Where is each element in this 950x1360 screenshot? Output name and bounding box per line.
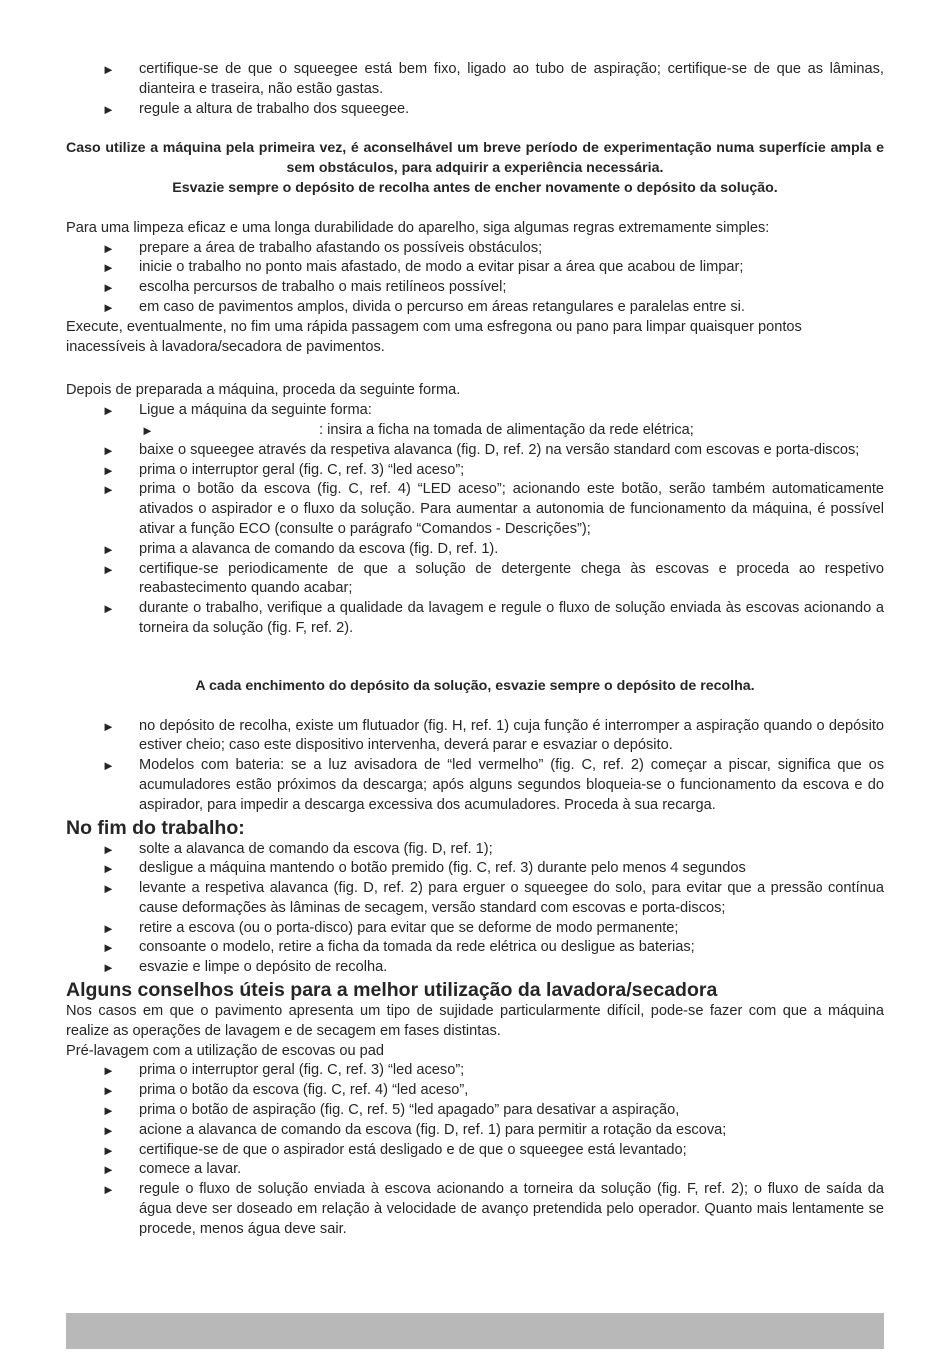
list-item bbox=[66, 1061, 884, 1081]
bullet-arrow-icon: ► bbox=[102, 482, 115, 498]
list-item-text: prima o interruptor geral (fig. C, ref. 3) “led aceso”; bbox=[139, 461, 465, 478]
list-item bbox=[66, 919, 884, 939]
bullet-arrow-icon: ► bbox=[102, 920, 115, 936]
bullet-arrow-icon: ► bbox=[102, 1103, 115, 1119]
list-item bbox=[66, 879, 884, 919]
list-item bbox=[66, 859, 884, 879]
list-item-text: certifique-se periodicamente de que a solução de detergente chega às escovas e proceda ao respetivo reabastecimento quando acabar; bbox=[139, 560, 884, 597]
bullet-arrow-icon: ► bbox=[102, 1162, 115, 1178]
bullet-arrow-icon: ► bbox=[102, 299, 115, 315]
bullet-arrow-icon: ► bbox=[102, 758, 115, 774]
prep-intro: Depois de preparada a máquina, proceda da seguinte forma. bbox=[66, 382, 461, 399]
list-item bbox=[66, 480, 884, 539]
footer-bar bbox=[66, 1313, 884, 1349]
list-item-text: solte a alavanca de comando da escova (fig. D, ref. 1); bbox=[139, 840, 493, 857]
sub-list-item bbox=[66, 421, 884, 441]
list-item-text: regule o fluxo de solução enviada à escova acionando a torneira da solução (fig. F, ref. 2); o fluxo de saída da água deve ser doseado em relação à velocidade de avanço pretendida pelo operador. Quanto mais lentamente se procede, menos água deve sair. bbox=[139, 1181, 884, 1237]
bullet-arrow-icon: ► bbox=[102, 240, 115, 256]
list-item-text: Ligue a máquina da seguinte forma: bbox=[139, 402, 372, 419]
first-use-note: Caso utilize a máquina pela primeira vez, é aconselhável um breve período de experimentação numa superfície ampla e sem obstáculos, para adquirir a experiência necessária. bbox=[66, 140, 884, 177]
list-item-text: certifique-se de que o aspirador está desligado e de que o squeegee está levantado; bbox=[139, 1141, 687, 1158]
list-item-text: prima o botão da escova (fig. C, ref. 4) “LED aceso”; acionando este botão, serão também automaticamente ativados o aspirador e o fluxo da solução. Para aumentar a autonomia de funcionamento da máquina, é possível ativar a função ECO (consulte o parágrafo “Comandos - Descrições”); bbox=[139, 481, 884, 537]
list-item-text: no depósito de recolha, existe um flutuador (fig. H, ref. 1) cuja função é interromper a aspiração quando o depósito estiver cheio; caso este dispositivo intervenha, deverá parar e esvaziar o depósito. bbox=[139, 717, 884, 754]
list-item bbox=[66, 840, 884, 860]
bullet-arrow-icon: ► bbox=[102, 960, 115, 976]
list-item bbox=[66, 278, 884, 298]
bullet-arrow-icon: ► bbox=[102, 841, 115, 857]
list-item bbox=[66, 60, 884, 100]
bullet-arrow-icon: ► bbox=[102, 881, 115, 897]
bullet-arrow-icon: ► bbox=[102, 462, 115, 478]
tips-subheading: Pré-lavagem com a utilização de escovas ou pad bbox=[66, 1042, 384, 1059]
bullet-arrow-icon: ► bbox=[102, 260, 115, 276]
list-item-text: prima a alavanca de comando da escova (fig. D, ref. 1). bbox=[139, 540, 499, 557]
list-item-text: prima o interruptor geral (fig. C, ref. 3) “led aceso”; bbox=[139, 1062, 465, 1079]
bullet-arrow-icon: ► bbox=[102, 62, 115, 77]
rules-outro: Execute, eventualmente, no fim uma rápida passagem com uma esfregona ou pano para limpar quaisquer pontos inacessíveis à lavadora/secadora de pavimentos. bbox=[66, 318, 802, 355]
list-item-text: prima o botão de aspiração (fig. C, ref. 5) “led apagado” para desativar a aspiração, bbox=[139, 1102, 680, 1119]
list-item bbox=[66, 1121, 884, 1141]
list-item bbox=[66, 1081, 884, 1101]
bullet-arrow-icon: ► bbox=[141, 422, 154, 438]
manual-page bbox=[66, 60, 884, 1240]
list-item bbox=[66, 1101, 884, 1121]
bullet-arrow-icon: ► bbox=[102, 561, 115, 577]
list-item-text: acione a alavanca de comando da escova (fig. D, ref. 1) para permitir a rotação da escova; bbox=[139, 1121, 727, 1138]
bullet-arrow-icon: ► bbox=[102, 718, 115, 734]
bullet-arrow-icon: ► bbox=[102, 280, 115, 296]
bullet-arrow-icon: ► bbox=[102, 442, 115, 458]
list-item-text: inicie o trabalho no ponto mais afastado, de modo a evitar pisar a área que acabou de limpar; bbox=[139, 259, 744, 276]
list-item-text: levante a respetiva alavanca (fig. D, ref. 2) para erguer o squeegee do solo, para evitar que a pressão contínua cause deformações às lâminas de secagem, versão standard com escovas e porta-discos; bbox=[139, 880, 884, 916]
list-item bbox=[66, 461, 884, 481]
list-item bbox=[66, 560, 884, 600]
list-item-text: certifique-se de que o squeegee está bem fixo, ligado ao tubo de aspiração; certifique-se de que as lâminas, dianteira e traseira, não estão gastas. bbox=[139, 61, 884, 97]
bullet-arrow-icon: ► bbox=[102, 861, 115, 877]
bullet-arrow-icon: ► bbox=[102, 1182, 115, 1198]
list-item-text: desligue a máquina mantendo o botão premido (fig. C, ref. 3) durante pelo menos 4 segundos bbox=[139, 860, 746, 877]
list-item-text: em caso de pavimentos amplos, divida o percurso em áreas retangulares e paralelas entre si. bbox=[139, 298, 745, 315]
rules-intro: Para uma limpeza eficaz e uma longa durabilidade do aparelho, siga algumas regras extremamente simples: bbox=[66, 219, 770, 236]
bullet-arrow-icon: ► bbox=[102, 1083, 115, 1099]
list-item bbox=[66, 717, 884, 757]
list-item bbox=[66, 258, 884, 278]
list-item-text: prepare a área de trabalho afastando os possíveis obstáculos; bbox=[139, 239, 543, 256]
list-item bbox=[66, 756, 884, 815]
bullet-arrow-icon: ► bbox=[102, 403, 115, 419]
list-item bbox=[66, 938, 884, 958]
list-item bbox=[66, 599, 884, 639]
section-heading-end-of-work: No fim do trabalho: bbox=[66, 816, 245, 839]
empty-tank-note: Esvazie sempre o depósito de recolha antes de encher novamente o depósito da solução. bbox=[172, 179, 778, 196]
list-item bbox=[66, 1180, 884, 1239]
list-item-text: esvazie e limpe o depósito de recolha. bbox=[139, 959, 388, 976]
list-item bbox=[66, 239, 884, 259]
list-item bbox=[66, 958, 884, 978]
refill-note: A cada enchimento do depósito da solução, esvazie sempre o depósito de recolha. bbox=[195, 677, 755, 694]
list-item-text: consoante o modelo, retire a ficha da tomada da rede elétrica ou desligue as baterias; bbox=[139, 939, 695, 956]
section-heading-tips: Alguns conselhos úteis para a melhor utilização da lavadora/secadora bbox=[66, 979, 718, 1002]
list-item-text: Modelos com bateria: se a luz avisadora de “led vermelho” (fig. C, ref. 2) começar a piscar, significa que os acumuladores estão próximos da descarga; após alguns segundos bloqueia-se o funcionamento da escova e do aspirador, para impedir a descarga excessiva dos acumuladores. Proceda à sua recarga. bbox=[139, 757, 884, 813]
list-item-text: comece a lavar. bbox=[139, 1161, 242, 1178]
list-item bbox=[66, 540, 884, 560]
list-item bbox=[66, 1160, 884, 1180]
list-item-text: durante o trabalho, verifique a qualidade da lavagem e regule o fluxo de solução enviada às escovas acionando a torneira da solução (fig. F, ref. 2). bbox=[139, 600, 884, 636]
list-item bbox=[66, 100, 884, 120]
list-item bbox=[66, 441, 884, 461]
bullet-arrow-icon: ► bbox=[102, 1063, 115, 1079]
list-item-text: : insira a ficha na tomada de alimentação da rede elétrica; bbox=[319, 421, 694, 438]
bullet-arrow-icon: ► bbox=[102, 541, 115, 557]
list-item bbox=[66, 401, 884, 421]
bullet-arrow-icon: ► bbox=[102, 101, 115, 117]
tips-intro: Nos casos em que o pavimento apresenta um tipo de sujidade particularmente difícil, pode-se fazer com que a máquina realize as operações de lavagem e de secagem em fases distintas. bbox=[66, 1003, 884, 1039]
bullet-arrow-icon: ► bbox=[102, 940, 115, 956]
list-item-text: regule a altura de trabalho dos squeegee. bbox=[139, 100, 410, 117]
list-item-text: prima o botão da escova (fig. C, ref. 4) “led aceso”, bbox=[139, 1082, 469, 1099]
list-item-text: retire a escova (ou o porta-disco) para evitar que se deforme de modo permanente; bbox=[139, 919, 679, 936]
bullet-arrow-icon: ► bbox=[102, 1122, 115, 1138]
list-item bbox=[66, 298, 884, 318]
list-item bbox=[66, 1141, 884, 1161]
list-item-text: baixe o squeegee através da respetiva alavanca (fig. D, ref. 2) na versão standard com escovas e porta-discos; bbox=[139, 441, 860, 458]
list-item-text: escolha percursos de trabalho o mais retilíneos possível; bbox=[139, 279, 507, 296]
bullet-arrow-icon: ► bbox=[102, 1142, 115, 1158]
bullet-arrow-icon: ► bbox=[102, 601, 115, 617]
